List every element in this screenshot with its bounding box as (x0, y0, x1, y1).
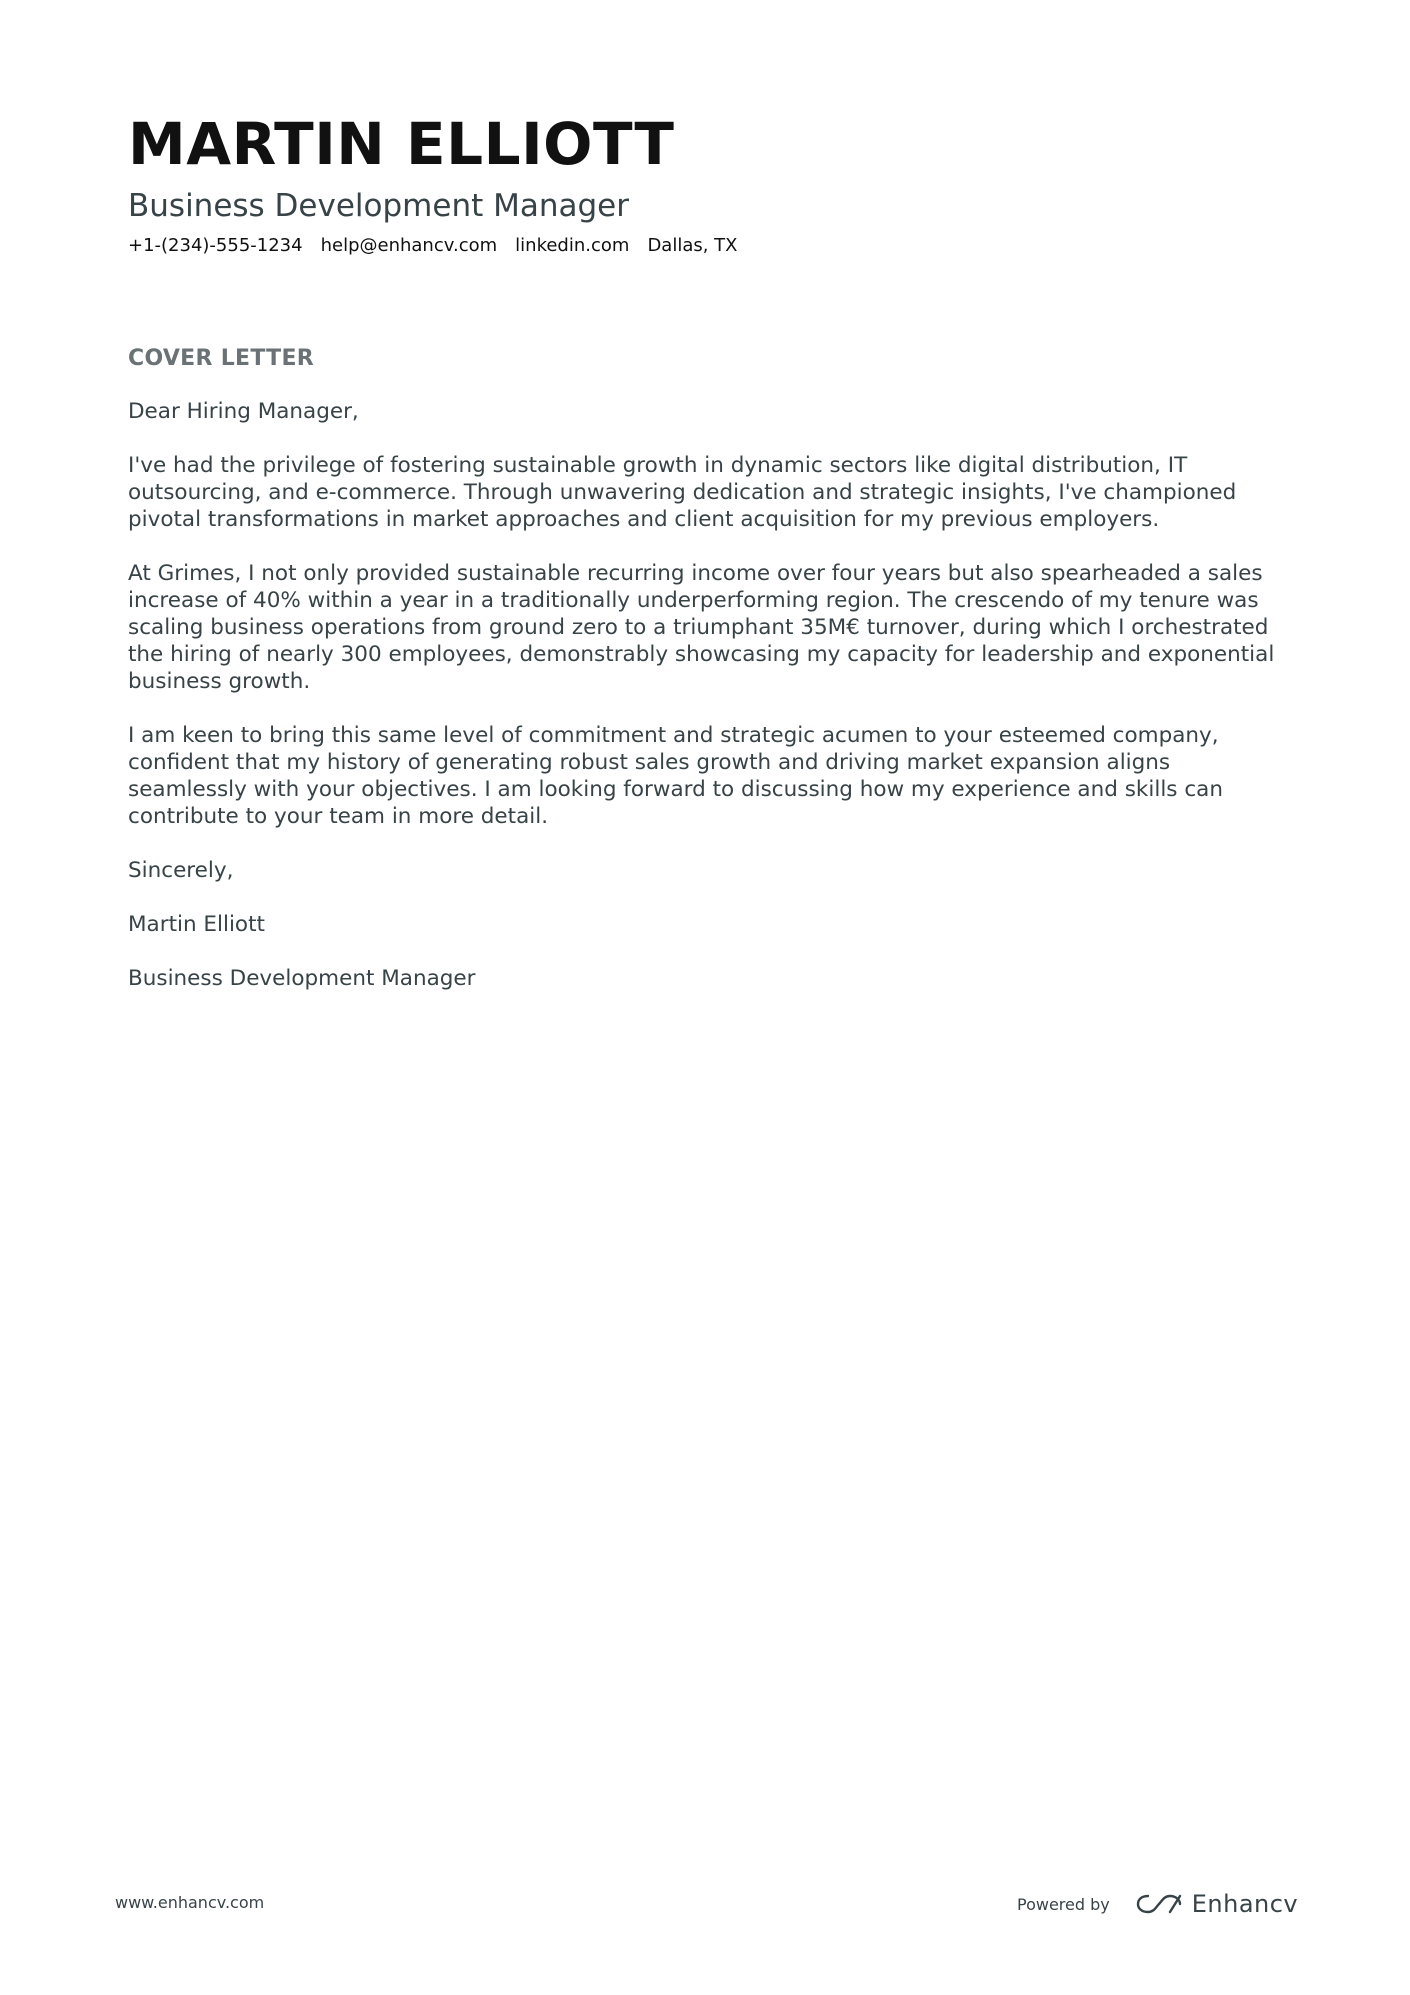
linkedin-link[interactable]: linkedin.com (515, 235, 630, 256)
powered-by (1017, 1890, 1298, 1918)
contact-info (128, 233, 738, 259)
phone-number: +1-(234)-555-1234 (128, 235, 303, 256)
footer-website-link[interactable]: www.enhancv.com (115, 1893, 265, 1912)
applicant-role: Business Development Manager (128, 188, 629, 224)
brand-logo[interactable] (1136, 1890, 1298, 1918)
letter-paragraph: I am keen to bring this same level of commitment and strategic acumen to your esteemed company, confident that my history of generating robust sales growth and driving market expansion aligns seamlessly with your objectives. I am looking forward to discussing how my experience and skills can contribute to your team in more detail. (128, 723, 1223, 829)
letter-closing: Sincerely, (128, 858, 234, 883)
signature-title: Business Development Manager (128, 966, 476, 991)
location: Dallas, TX (647, 235, 738, 256)
brand-name: Enhancv (1191, 1890, 1299, 1918)
powered-by-label: Powered by (1017, 1894, 1110, 1914)
letter-greeting: Dear Hiring Manager, (128, 399, 359, 424)
letter-paragraph: At Grimes, I not only provided sustainable recurring income over four years but also spearheaded a sales increase of 40% within a year in a traditionally underperforming region. The crescendo of my tenure was scaling business operations from ground zero to a triumphant 35M€ turnover, during which I orchestrated the hiring of nearly 300 employees, demonstrably showcasing my capacity for leadership and exponential business growth. (128, 561, 1275, 694)
letter-paragraph: I've had the privilege of fostering sustainable growth in dynamic sectors like digital distribution, IT outsourcing, and e-commerce. Through unwavering dedication and strategic insights, I've championed pivotal transformations in market approaches and client acquisition for my previous employers. (128, 453, 1237, 532)
letter-body (128, 398, 1288, 1019)
section-title: COVER LETTER (128, 346, 315, 371)
signature-name: Martin Elliott (128, 912, 265, 937)
enhancv-logo-icon (1136, 1892, 1182, 1916)
email-link[interactable]: help@enhancv.com (320, 235, 498, 256)
applicant-name: MARTIN ELLIOTT (128, 110, 675, 178)
